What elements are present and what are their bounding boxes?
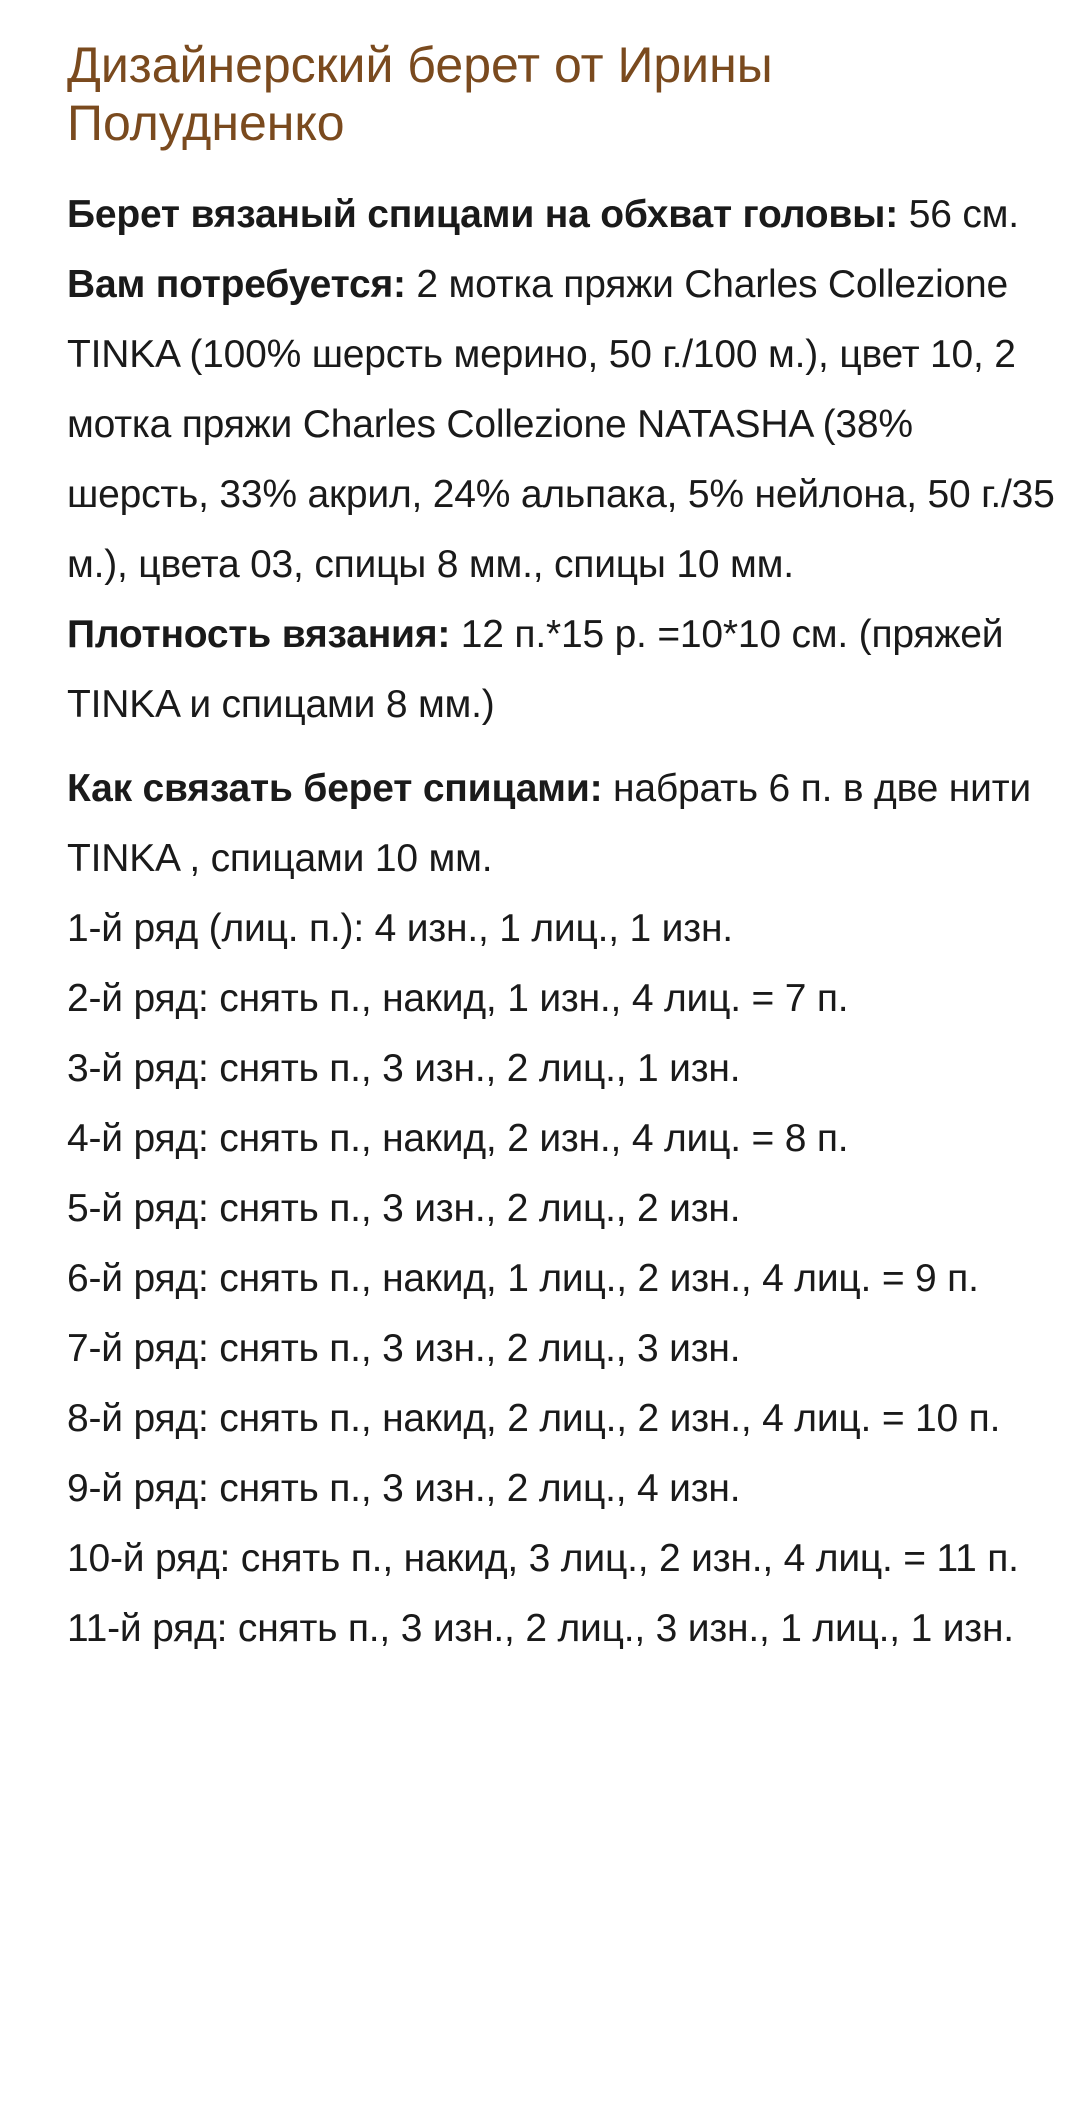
row-instruction: 2-й ряд: снять п., накид, 1 изн., 4 лиц. = 7 п.	[67, 977, 849, 1020]
instructions-paragraph	[67, 754, 1057, 894]
row-instruction: 9-й ряд: снять п., 3 изн., 2 лиц., 4 изн.	[67, 1467, 741, 1510]
materials-label: Вам потребуется:	[67, 263, 406, 306]
materials-paragraph	[67, 180, 1057, 740]
row-instruction: 4-й ряд: снять п., накид, 2 изн., 4 лиц. = 8 п.	[67, 1117, 849, 1160]
article-title: Дизайнерский берет от Ирины Полудненко	[67, 37, 773, 151]
row-instruction: 8-й ряд: снять п., накид, 2 лиц., 2 изн., 4 лиц. = 10 п.	[67, 1397, 1001, 1440]
gauge-label: Плотность вязания:	[67, 613, 451, 656]
row-list	[67, 894, 1057, 1664]
row-instruction: 10-й ряд: снять п., накид, 3 лиц., 2 изн., 4 лиц. = 11 п.	[67, 1537, 1019, 1580]
materials-text: 2 мотка пряжи Charles Collezione TINKA (100% шерсть мерино, 50 г./100 м.), цвет 10, 2 мотка пряжи Charles Collezione NATASHA (38% шерсть, 33% акрил, 24% альпака, 5% нейлона, 50 г./35 м.), цвета 03, спицы 8 мм., спицы 10 мм.	[67, 263, 1055, 586]
row-instruction: 3-й ряд: снять п., 3 изн., 2 лиц., 1 изн.	[67, 1047, 741, 1090]
row-instruction: 5-й ряд: снять п., 3 изн., 2 лиц., 2 изн.	[67, 1187, 741, 1230]
howto-text: набрать 6 п. в две нити TINKA , спицами 10 мм.	[67, 767, 1031, 880]
row-instruction: 7-й ряд: снять п., 3 изн., 2 лиц., 3 изн.	[67, 1327, 741, 1370]
head-size-value: 56 см.	[898, 193, 1019, 236]
article	[67, 36, 1057, 1664]
howto-label: Как связать берет спицами:	[67, 767, 603, 810]
row-instruction: 11-й ряд: снять п., 3 изн., 2 лиц., 3 изн., 1 лиц., 1 изн.	[67, 1607, 1014, 1650]
row-instruction: 1-й ряд (лиц. п.): 4 изн., 1 лиц., 1 изн.	[67, 907, 733, 950]
row-instruction: 6-й ряд: снять п., накид, 1 лиц., 2 изн., 4 лиц. = 9 п.	[67, 1257, 979, 1300]
head-size-label: Берет вязаный спицами на обхват головы:	[67, 193, 899, 236]
gauge-text: 12 п.*15 р. =10*10 см. (пряжей TINKA и спицами 8 мм.)	[67, 613, 1004, 726]
